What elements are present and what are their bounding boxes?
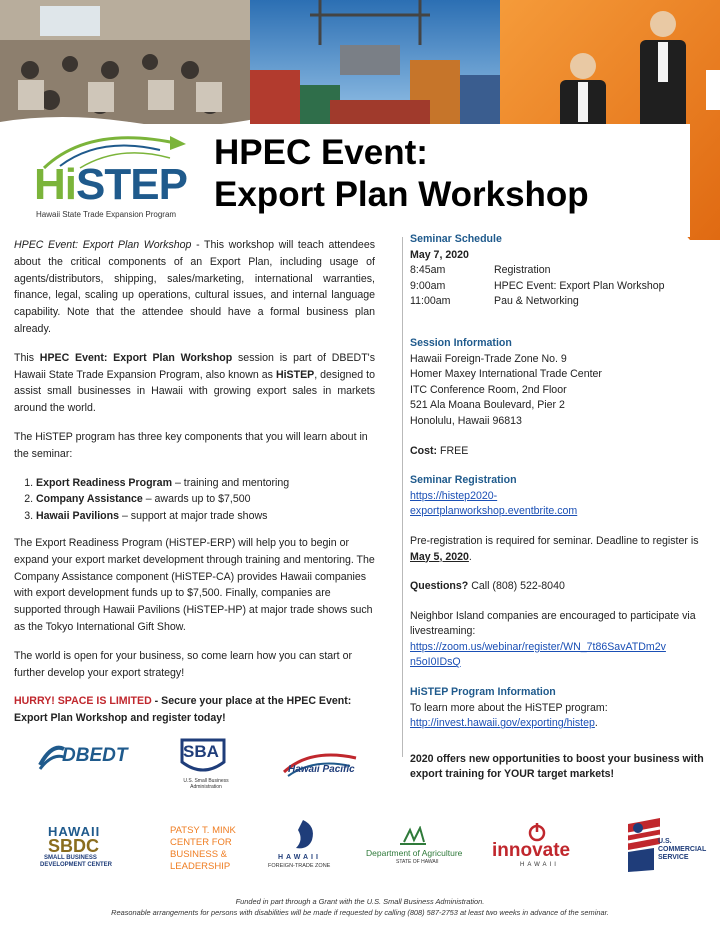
questions-label: Questions? [410,580,469,593]
list-item [36,508,375,525]
schedule-date: May 7, 2020 [410,248,469,261]
program-details-paragraph: The Export Readiness Program (HiSTEP-ERP) will help you to begin or expand your export market development through training and mentoring. The Company Assistance component (HiSTEP-CA) provides Hawaii companies with export development funds up to $7,500. Finally, companies are supported through Hawaii Pavilions (HiSTEP-HP) at major trade shows such as the Tokyo International Gift Show. [14,536,375,633]
schedule-item: Pau & Networking [494,295,579,308]
agriculture-sprout-icon [396,826,430,846]
program-paragraph [14,350,375,417]
sba-subtitle: U.S. Small Business Administration [183,778,229,790]
schedule-item: Registration [494,264,551,277]
program-info-section [410,685,710,732]
list-item [36,491,375,508]
uscs-line-3: SERVICE [658,854,689,861]
schedule-row [410,263,710,279]
neighbor-island-text: Neighbor Island companies are encouraged to participate via livestreaming: [410,609,696,638]
session-line: ITC Conference Room, 2nd Floor [410,383,567,396]
list-item-title: Export Readiness Program [36,476,172,489]
innovate-text: innovate [492,840,571,861]
sba-logo [174,736,238,794]
dbedt-text: DBEDT [62,745,128,766]
program-info-title: HiSTEP Program Information [410,686,556,699]
schedule-row [410,294,710,310]
schedule-time: 9:00am [410,279,446,292]
cost-label: Cost: [410,444,438,457]
agriculture-logo [366,826,462,866]
session-line: Honolulu, Hawaii 96813 [410,414,522,427]
registration-link-part2: exportplanworkshop.eventbrite.com [410,505,578,518]
registration-link-part1: https://histep2020- [410,489,498,502]
questions-phone: Call (808) 522-8040 [468,580,565,593]
zoom-link-part1: https://zoom.us/webinar/register/WN_7t86SavATDm2v [410,640,666,653]
hawaii-sbdc-logo [40,824,130,870]
mink-line-2: CENTER FOR [170,837,232,848]
call-to-action [14,693,375,727]
patsy-mink-center-logo [170,825,250,877]
uscs-text [658,838,706,862]
program-info-link[interactable]: http://invest.hawaii.gov/exporting/histep [410,717,595,730]
title-line-2: Export Plan Workshop [214,175,589,214]
list-item-desc: – awards up to $7,500 [142,493,251,506]
agriculture-text: Department of Agriculture [366,848,463,858]
schedule-item: HPEC Event: Export Plan Workshop [494,279,665,292]
sbdc-hawaii-text: HAWAII [48,824,101,839]
schedule-section [410,232,710,310]
schedule-time: 8:45am [410,264,446,277]
zoom-link-part2: n5oI0IDsQ [410,656,461,669]
registration-section [410,473,710,520]
mink-line-3: BUSINESS & [170,849,228,860]
innovate-hawaii-logo [490,822,584,870]
preregistration-note [410,534,710,565]
p2-text-c: session is part of DBEDT's Hawaii State Trade Expansion Program, also known as [14,351,375,381]
deadline-end: . [468,550,472,563]
sbdc-text: SBDC [48,836,100,856]
list-item-desc: – training and mentoring [172,476,290,489]
uscs-line-2: COMMERCIAL [658,846,707,853]
session-line: 521 Ala Moana Boulevard, Pier 2 [410,399,565,412]
list-item-title: Company Assistance [36,493,143,506]
session-line: Homer Maxey International Trade Center [410,368,602,381]
livestream-section [410,609,710,671]
sbdc-subtitle-1: SMALL BUSINESS [44,855,97,861]
hurry-label: HURRY! SPACE IS LIMITED [14,695,152,708]
program-info-text: To learn more about the HiSTEP program: [410,701,608,714]
schedule-title: Seminar Schedule [410,233,502,245]
innovate-power-icon [527,822,547,842]
ftz-emblem-icon [286,818,320,852]
dbedt-logo [38,743,138,771]
list-item-title: Hawaii Pavilions [36,510,120,523]
sba-text: SBA [183,742,219,761]
page-title [214,132,684,216]
mink-line-4: LEADERSHIP [170,861,231,872]
title-line-1: HPEC Event: [214,133,428,172]
session-line: Hawaii Foreign-Trade Zone No. 9 [410,352,567,365]
histep-logo [30,130,190,226]
cost-line [410,444,710,460]
questions-line [410,579,710,595]
agriculture-subtitle: STATE OF HAWAII [396,859,439,865]
histep-wordmark [34,160,187,210]
ftz-hawaii-text: HAWAII [278,854,321,861]
footer-accessibility: Reasonable arrangements for persons with disabilities will be made if requested by calling (808) 587-2753 at least two weeks in advance of the seminar. [111,908,609,917]
p2-text-a: This [14,351,40,364]
deadline-date: May 5, 2020 [410,550,469,563]
registration-title: Seminar Registration [410,474,517,487]
world-open-paragraph: The world is open for your business, so come learn how you can start or further develop your export strategy! [14,649,352,679]
components-intro: The HiSTEP program has three key components that you will learn about in the seminar: [14,430,368,460]
p2-histep: HiSTEP [275,368,315,381]
p2-text-e: , designed to assist small businesses in Hawaii with growing export sales in markets around the world. [14,368,375,415]
program-info-end: . [594,717,598,730]
histep-tagline: Hawaii State Trade Expansion Program [36,210,177,219]
schedule-time: 11:00am [410,295,451,308]
prereg-text: Pre-registration is required for seminar. Deadline to register is [410,534,699,547]
column-divider [402,237,403,757]
hawaii-pacific-text: Hawaii Pacific [288,764,355,775]
histep-hi: Hi [34,160,76,209]
cost-value: FREE [437,444,469,457]
intro-title: HPEC Event: Export Plan Workshop [14,239,192,251]
mink-line-1: PATSY T. MINK [170,825,236,836]
ftz-subtitle: FOREIGN-TRADE ZONE [268,863,331,869]
histep-step: STEP [76,160,187,209]
us-commercial-service-logo [624,814,707,876]
footer [0,896,720,918]
footer-funding: Funded in part through a Grant with the U.S. Small Business Administration. [235,897,485,906]
left-column [14,237,375,739]
list-item [36,475,375,492]
p2-event-name: HPEC Event: Export Plan Workshop [39,351,233,364]
hawaii-ftz-logo [268,818,338,874]
hawaii-pacific-logo [280,750,360,780]
session-section [410,336,710,430]
closing-statement: 2020 offers new opportunities to boost your business with export training for YOUR target markets! [410,752,704,781]
right-column [410,232,710,783]
components-list [14,475,375,525]
intro-body: - This workshop will teach attendees about the critical components of an Export Plan, including usage of agents/distributors, shipping, sales/marketing, international warranties, finance, legal, scaling up operations, cultural issues, and internal language capability. Note that the attendee should have a formal business plan already. [14,239,376,335]
session-title: Session Information [410,336,512,349]
innovate-subtitle: HAWAII [520,862,559,868]
intro-paragraph [14,237,375,338]
list-item-desc: – support at major trade shows [119,510,268,523]
registration-link[interactable] [410,490,577,518]
sbdc-subtitle-2: DEVELOPMENT CENTER [40,862,113,868]
uscs-line-1: U.S. [658,838,672,845]
cta-text: - Secure your place at the HPEC Event: Export Plan Workshop and register today! [14,695,352,725]
zoom-link[interactable] [410,641,666,669]
schedule-row [410,279,710,295]
